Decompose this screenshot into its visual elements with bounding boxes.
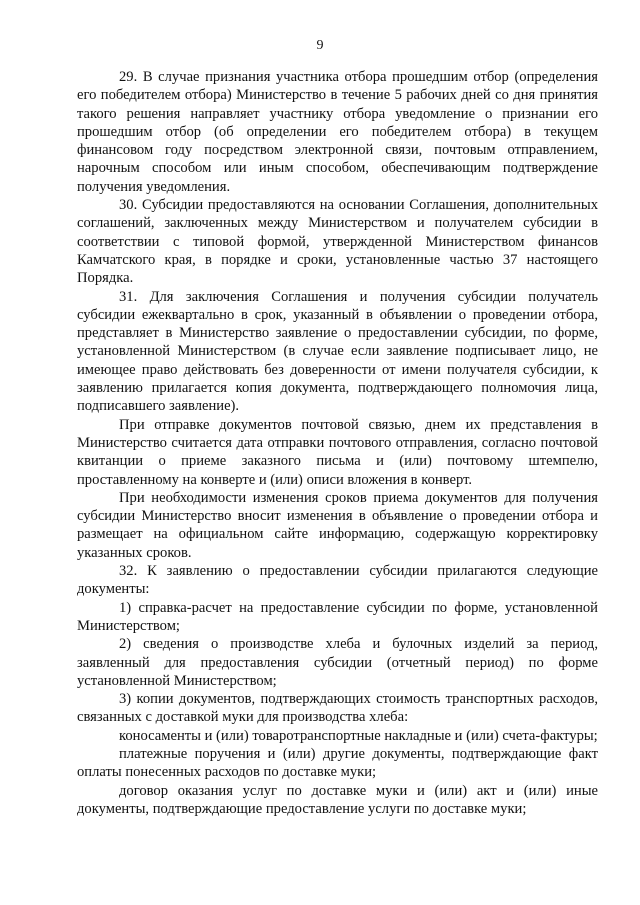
page-number: 9 [316, 38, 324, 53]
paragraph-deadline-changes: При необходимости изменения сроков приема документов для получения субсидии Министерство вносит изменения в объявление о проведении отбора и размещает на официальном сайте информацию, содержащую корректировку указанных сроков. [77, 489, 598, 561]
paragraph-30: 30. Субсидии предоставляются на основании Соглашения, дополнительных соглашений, заключенных между Министерством и получателем субсидии в соответствии с типовой формой, утвержденной Министерством финансов Камчатского края, в порядке и сроки, установленные частью 37 настоящего Порядка. [77, 197, 598, 287]
paragraph-postal-submission: При отправке документов почтовой связью, днем их представления в Министерство считается дата отправки почтового отправления, согласно почтовой квитанции о приеме заказного письма и (или) почтовому штемпелю, проставленному на конверте и (или) описи вложения в конверт. [77, 416, 598, 488]
list-item-3: 3) копии документов, подтверждающих стоимость транспортных расходов, связанных с доставкой муки для производства хлеба: [77, 691, 598, 726]
paragraph-32: 32. К заявлению о предоставлении субсидии прилагаются следующие документы: [77, 563, 598, 598]
sub-item-payment-orders: платежные поручения и (или) другие документы, подтверждающие факт оплаты понесенных расходов по доставке муки; [77, 745, 598, 781]
sub-item-service-contract: договор оказания услуг по доставке муки и (или) акт и (или) иные документы, подтверждающие предоставление услуги по доставке муки; [77, 782, 598, 817]
document-body [77, 68, 598, 818]
list-item-2: 2) сведения о производстве хлеба и булочных изделий за период, заявленный для предоставления субсидии (отчетный период) по форме установленной Министерством; [77, 636, 598, 689]
sub-item-bills-of-lading: коносаменты и (или) товаротранспортные накладные и (или) счета-фактуры; [119, 727, 598, 744]
paragraph-31: 31. Для заключения Соглашения и получения субсидии получатель субсидии ежеквартально в срок, указанный в объявлении о проведении отбора, представляет в Министерство заявление о предоставлении субсидии, по форме, установленной Министерством (в случае если заявление подписывает лицо, не имеющее право действовать без доверенности от имени получателя субсидии, к заявлению прилагается копия документа, подтверждающего полномочия лица, подписавшего заявление). [77, 288, 598, 415]
paragraph-29: 29. В случае признания участника отбора прошедшим отбор (определения его победителем отбора) Министерство в течение 5 рабочих дней со дня принятия такого решения направляет участнику отбора уведомление о признании его прошедшим отбор (об определении его победителем отбора) в текущем финансовом году посредством электронной связи, почтовым отправлением, нарочным способом или иным способом, обеспечивающим подтверждение получения уведомления. [77, 69, 598, 195]
list-item-1: 1) справка-расчет на предоставление субсидии по форме, установленной Министерством; [77, 599, 598, 634]
